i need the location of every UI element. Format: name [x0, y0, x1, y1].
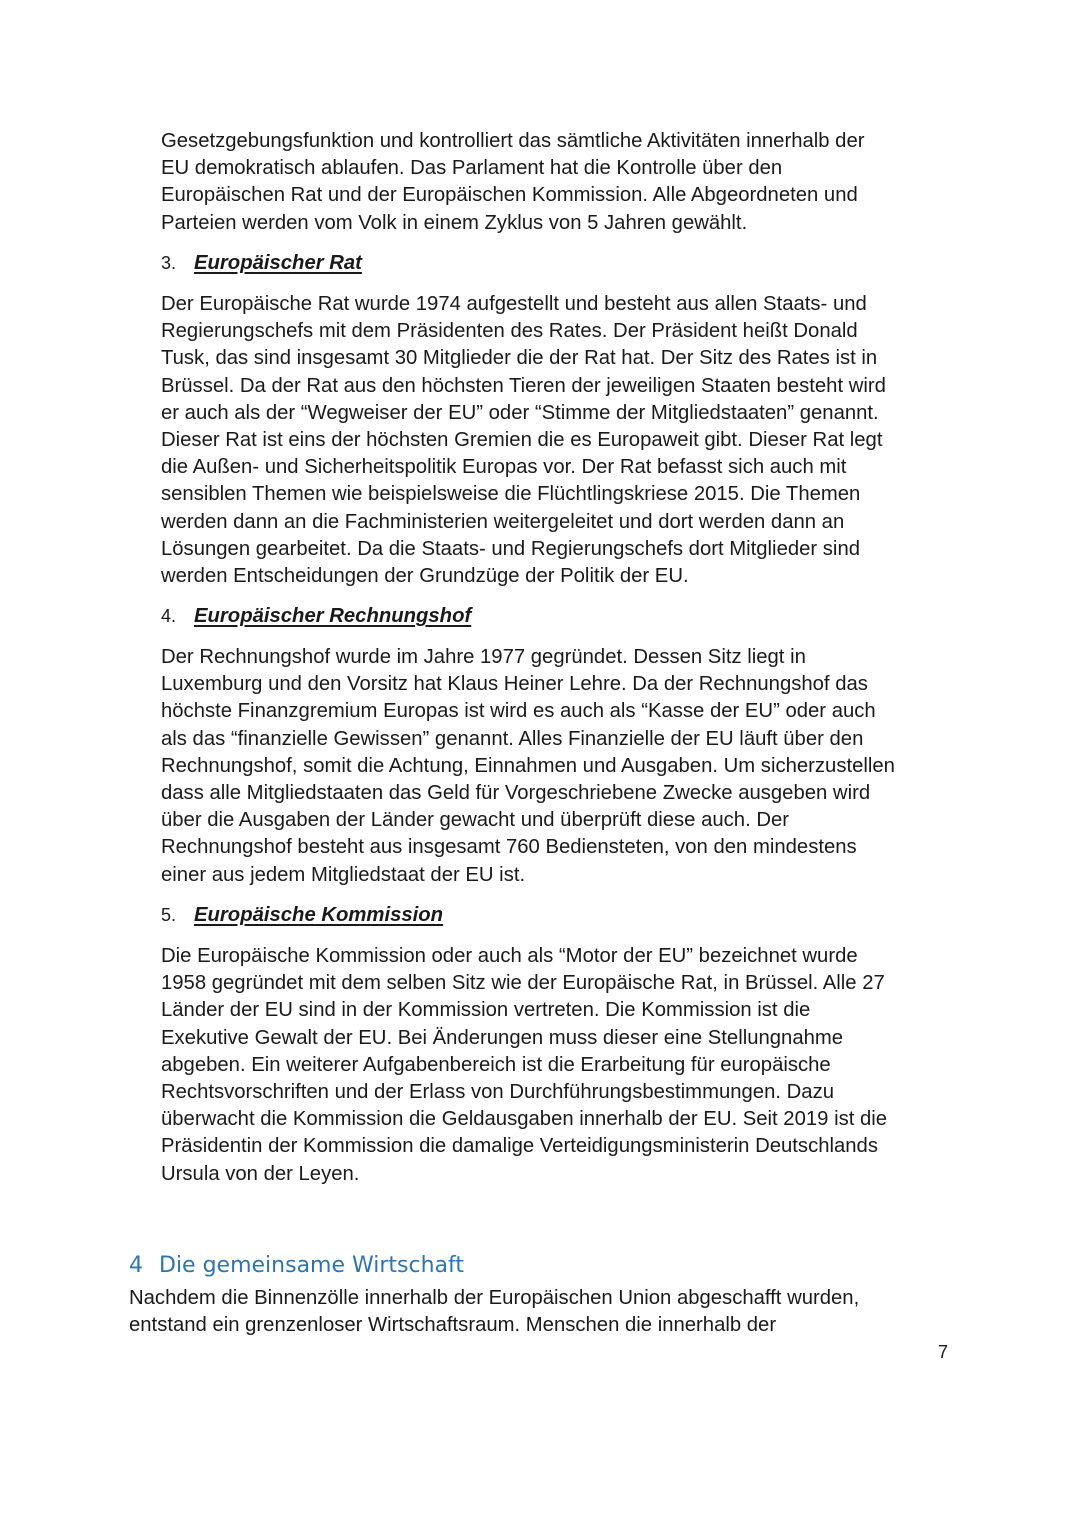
section-body-europaeischer-rat: Der Europäische Rat wurde 1974 aufgestellt und besteht aus allen Staats- und Regierungschefs mit dem Präsidenten des Rates. Der Präsident heißt Donald Tusk, das sind insgesamt 30 Mitglieder die der Rat hat. Der Sitz des Rates ist in Brüssel. Da der Rat aus den höchsten Tieren der jeweiligen Staaten besteht wird er auch als der “Wegweiser der EU” oder “Stimme der Mitgliedstaaten” genannt. Dieser Rat ist eins der höchsten Gremien die es Europaweit gibt. Dieser Rat legt die Außen- und Sicherheitspolitik Europas vor. Der Rat befasst sich auch mit sensiblen Themen wie beispielsweise die Flüchtlingskriese 2015. Die Themen werden dann an die Fachministerien weitergeleitet und dort werden dann an Lösungen gearbeitet. Da die Staats- und Regierungschefs dort Mitglieder sind werden Entscheidungen der Grundzüge der Politik der EU.	[161, 293, 886, 588]
section-number: 4.	[161, 606, 177, 626]
section-body-rechnungshof: Der Rechnungshof wurde im Jahre 1977 gegründet. Dessen Sitz liegt in Luxemburg und den Vorsitz hat Klaus Heiner Lehre. Da der Rechnungshof das höchste Finanzgremium Europas ist wird es auch als “Kasse der EU” oder auch als das “finanzielle Gewissen” genannt. Alles Finanzielle der EU läuft über den Rechnungshof, somit die Achtung, Einnahmen und Ausgaben. Um sicherzustellen dass alle Mitgliedstaaten das Geld für Vorgeschriebene Zwecke ausgeben wird über die Ausgaben der Länder gewacht und überprüft diese auch. Der Rechnungshof besteht aus insgesamt 760 Bediensteten, von den mindestens einer aus jedem Mitgliedstaat der EU ist.	[161, 646, 895, 886]
section-title: Europäischer Rat	[194, 252, 362, 274]
section-title: Europäische Kommission	[194, 904, 444, 926]
chapter-body: Nachdem die Binnenzölle innerhalb der Europäischen Union abgeschafft wurden, entstand ein grenzenloser Wirtschaftsraum. Menschen die innerhalb der	[129, 1287, 860, 1337]
section-number: 5.	[161, 905, 177, 925]
chapter-title: Die gemeinsame Wirtschaft	[159, 1253, 465, 1278]
chapter-number: 4	[129, 1253, 143, 1278]
section-body-kommission: Die Europäische Kommission oder auch als “Motor der EU” bezeichnet wurde 1958 gegründet mit dem selben Sitz wie der Europäische Rat, in Brüssel. Alle 27 Länder der EU sind in der Kommission vertreten. Die Kommission ist die Exekutive Gewalt der EU. Bei Änderungen muss dieser eine Stellungnahme abgeben. Ein weiterer Aufgabenbereich ist die Erarbeitung für europäische Rechtsvorschriften und der Erlass von Durchführungsbestimmungen. Dazu überwacht die Kommission die Geldausgaben innerhalb der EU. Seit 2019 ist die Präsidentin der Kommission die damalige Verteidigungsministerin Deutschlands Ursula von der Leyen.	[161, 945, 888, 1185]
section-number: 3.	[161, 253, 177, 273]
chapter-heading	[129, 1253, 464, 1278]
intro-paragraph: Gesetzgebungsfunktion und kontrolliert das sämtliche Aktivitäten innerhalb der EU demokratisch ablaufen. Das Parlament hat die Kontrolle über den Europäischen Rat und der Europäischen Kommission. Alle Abgeordneten und Parteien werden vom Volk in einem Zyklus von 5 Jahren gewählt.	[161, 130, 865, 234]
section-heading-europaeischer-rat	[161, 250, 362, 277]
section-heading-rechnungshof	[161, 603, 471, 630]
section-title: Europäischer Rechnungshof	[194, 605, 472, 627]
page-number: 7	[938, 1342, 949, 1362]
section-heading-kommission	[161, 902, 443, 929]
